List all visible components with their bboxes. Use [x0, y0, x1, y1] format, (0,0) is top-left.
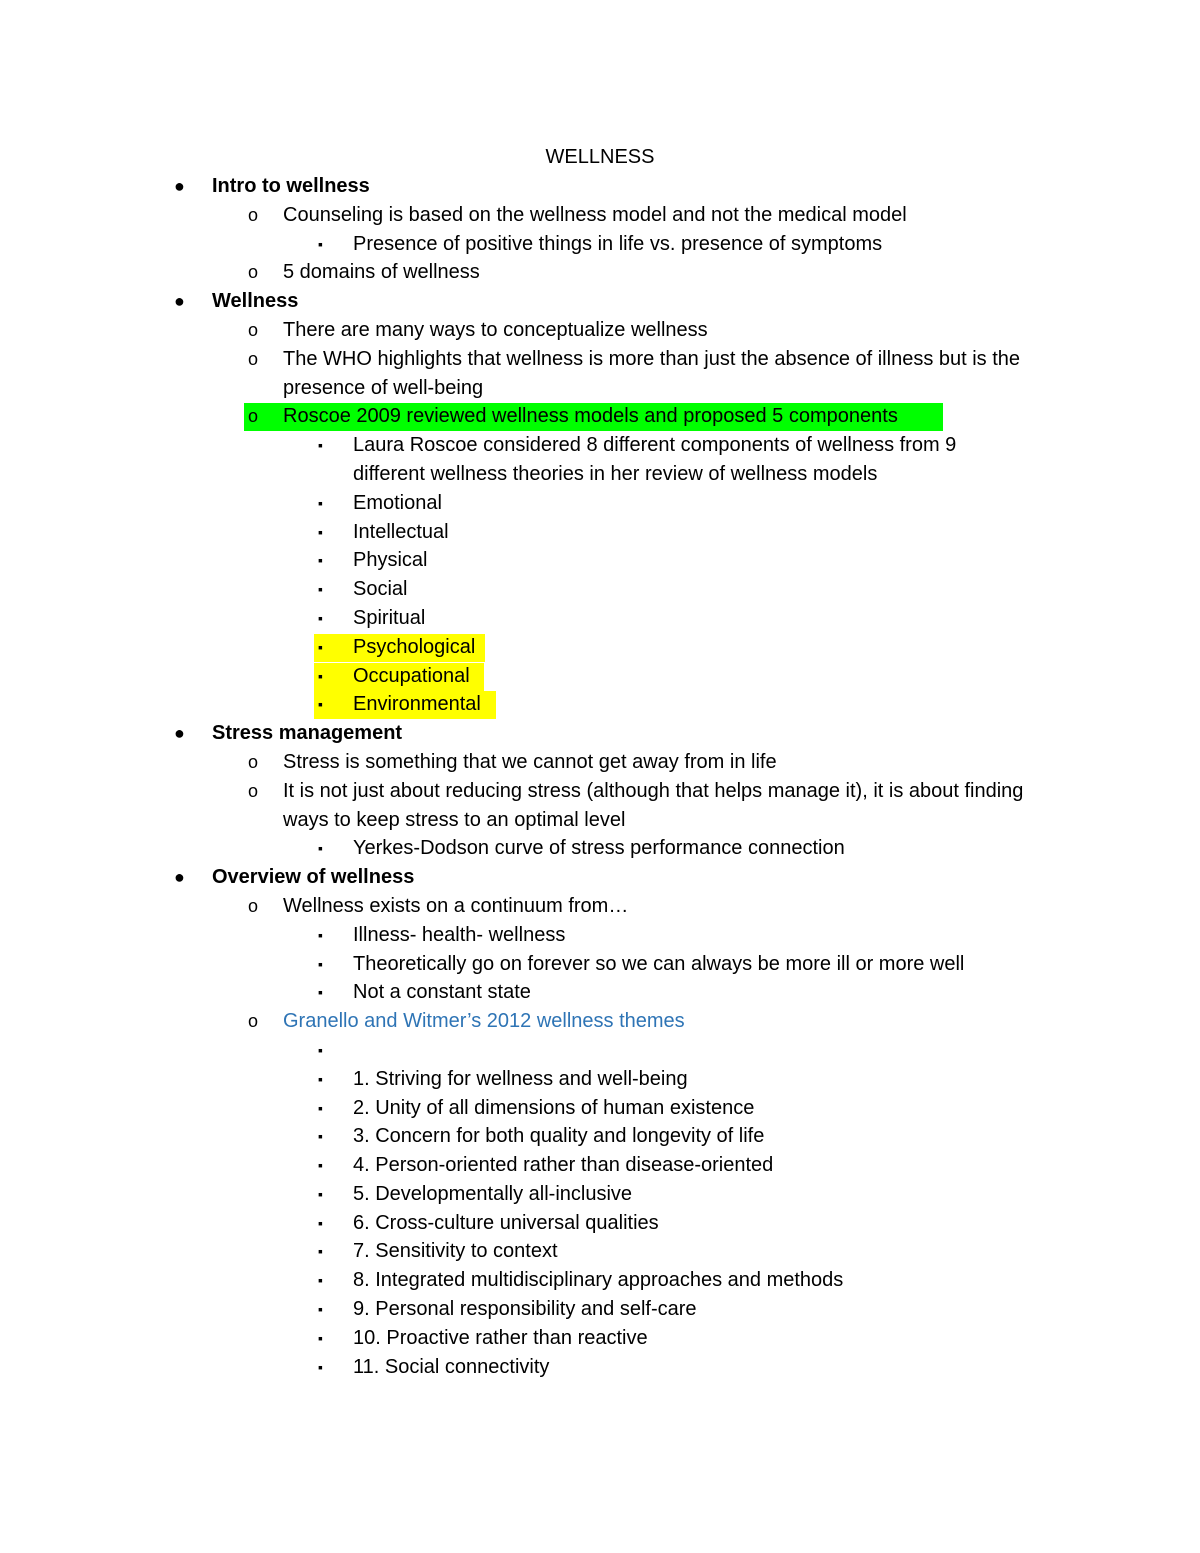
list-item	[0, 921, 1200, 950]
list-item	[0, 546, 1200, 575]
bullet-icon: ▪	[318, 1099, 323, 1116]
list-item-text: Wellness exists on a continuum from…	[283, 894, 629, 917]
list-item-text: 10. Proactive rather than reactive	[353, 1326, 648, 1349]
list-item	[0, 201, 1200, 230]
bullet-icon: ▪	[318, 1329, 323, 1346]
list-item-text: Theoretically go on forever so we can always be more ill or more well	[353, 952, 965, 975]
bullet-icon: o	[248, 348, 259, 369]
bullet-icon: ▪	[318, 1243, 323, 1260]
bullet-icon: ▪	[318, 1041, 323, 1058]
bullet-icon: ●	[174, 291, 185, 312]
bullet-icon: ▪	[318, 1070, 323, 1087]
list-item	[0, 834, 1200, 863]
bullet-icon: o	[248, 1011, 259, 1032]
list-item	[0, 230, 1200, 259]
list-item	[0, 1151, 1200, 1180]
list-item-text: 2. Unity of all dimensions of human existence	[353, 1096, 755, 1119]
list-item-text: Spiritual	[353, 606, 426, 629]
bullet-icon: ▪	[318, 581, 323, 598]
list-item-text: Wellness	[212, 290, 299, 313]
list-item-text: 5 domains of wellness	[283, 261, 480, 284]
list-item	[0, 518, 1200, 547]
bullet-icon: ●	[174, 867, 185, 888]
list-item-text: Intro to wellness	[212, 175, 370, 197]
bullet-icon: ▪	[318, 955, 323, 972]
list-item-text: Not a constant state	[353, 981, 531, 1004]
list-item-text: There are many ways to conceptualize wellness	[283, 318, 708, 341]
list-item	[0, 1065, 1200, 1094]
list-item-highlighted	[0, 662, 1200, 691]
outline-list	[0, 172, 1200, 1381]
list-item	[0, 1180, 1200, 1209]
list-item-text: Stress is something that we cannot get away from in life	[283, 750, 777, 773]
bullet-icon: ▪	[318, 1157, 323, 1174]
bullet-icon: ▪	[318, 667, 323, 684]
list-item-text: It is not just about reducing stress (although that helps manage it), it is about finding ways to keep stress to an optimal level	[283, 779, 1024, 831]
bullet-icon: ▪	[318, 926, 323, 943]
list-item	[0, 719, 1200, 748]
list-item-text: 11. Social connectivity	[353, 1355, 550, 1378]
bullet-icon: ▪	[318, 638, 323, 655]
bullet-icon: o	[248, 780, 259, 801]
list-item-text: Yerkes-Dodson curve of stress performance connection	[353, 837, 845, 860]
list-item-text: 6. Cross-culture universal qualities	[353, 1211, 659, 1234]
bullet-icon: o	[248, 751, 259, 772]
list-item-text: 7. Sensitivity to context	[353, 1240, 558, 1263]
list-item-text: Occupational	[353, 664, 470, 687]
list-item-text: Presence of positive things in life vs. presence of symptoms	[353, 232, 883, 255]
list-item-text: 1. Striving for wellness and well-being	[353, 1067, 688, 1090]
bullet-icon: ▪	[318, 1272, 323, 1289]
list-item-text: Emotional	[353, 491, 442, 514]
list-item-text: 9. Personal responsibility and self-care	[353, 1298, 697, 1321]
list-item-highlighted	[0, 690, 1200, 719]
list-item	[0, 1094, 1200, 1123]
list-item	[0, 1007, 1200, 1036]
list-item	[0, 892, 1200, 921]
list-item	[0, 316, 1200, 345]
list-item	[0, 748, 1200, 777]
list-item	[0, 1237, 1200, 1266]
list-item	[0, 345, 1200, 403]
bullet-icon: ▪	[318, 609, 323, 626]
bullet-icon: ▪	[318, 1301, 323, 1318]
list-item-text: 8. Integrated multidisciplinary approaches and methods	[353, 1269, 844, 1292]
list-item	[0, 1122, 1200, 1151]
list-item-text: 3. Concern for both quality and longevity of life	[353, 1125, 765, 1148]
list-item	[0, 431, 1200, 489]
bullet-icon: ▪	[318, 437, 323, 454]
bullet-icon: ▪	[318, 696, 323, 713]
list-item-text: 5. Developmentally all-inclusive	[353, 1182, 633, 1205]
list-item	[0, 978, 1200, 1007]
bullet-icon: o	[248, 262, 259, 283]
list-item-text: Stress management	[212, 722, 403, 745]
list-item	[0, 172, 1200, 201]
bullet-icon: ▪	[318, 1214, 323, 1231]
list-item	[0, 287, 1200, 316]
bullet-icon: ▪	[318, 1128, 323, 1145]
bullet-icon: o	[248, 204, 259, 225]
bullet-icon: ▪	[318, 523, 323, 540]
list-item-text: The WHO highlights that wellness is more than just the absence of illness but is the presence of well-being	[283, 347, 1021, 399]
list-item	[0, 950, 1200, 979]
bullet-icon: ▪	[318, 552, 323, 569]
list-item-text-blue: Granello and Witmer’s 2012 wellness themes	[283, 1010, 685, 1033]
list-item	[0, 489, 1200, 518]
bullet-icon: ●	[174, 723, 185, 744]
list-item-text: Roscoe 2009 reviewed wellness models and proposed 5 components	[283, 405, 898, 428]
list-item-text: Psychological	[353, 635, 476, 658]
list-item	[0, 777, 1200, 835]
list-item-text: Intellectual	[353, 520, 449, 543]
list-item-text: Laura Roscoe considered 8 different components of wellness from 9 different wellness theories in her review of wellness models	[353, 434, 957, 485]
list-item	[0, 604, 1200, 633]
bullet-icon: ▪	[318, 840, 323, 857]
bullet-icon: o	[248, 406, 259, 427]
list-item	[0, 575, 1200, 604]
list-item	[0, 1353, 1200, 1382]
list-item-text: Environmental	[353, 693, 481, 716]
bullet-icon: ▪	[318, 494, 323, 511]
list-item-highlighted	[0, 633, 1200, 662]
bullet-icon: o	[248, 895, 259, 916]
list-item-text: Physical	[353, 549, 428, 572]
list-item	[0, 1324, 1200, 1353]
bullet-icon: ▪	[318, 1185, 323, 1202]
list-item	[0, 1036, 1200, 1065]
list-item	[0, 1209, 1200, 1238]
list-item	[0, 1295, 1200, 1324]
list-item	[0, 863, 1200, 892]
list-item-text: Overview of wellness	[212, 866, 415, 889]
list-item-text: Social	[353, 578, 408, 601]
bullet-icon: o	[248, 319, 259, 340]
list-item-text: Counseling is based on the wellness model and not the medical model	[283, 203, 907, 226]
list-item-text: Illness- health- wellness	[353, 923, 566, 946]
bullet-icon: ▪	[318, 235, 323, 252]
list-item	[0, 1266, 1200, 1295]
list-item-highlighted	[0, 402, 1200, 431]
list-item	[0, 258, 1200, 287]
bullet-icon: ●	[174, 176, 185, 196]
list-item-text: 4. Person-oriented rather than disease-oriented	[353, 1154, 774, 1177]
bullet-icon: ▪	[318, 984, 323, 1001]
document-title: WELLNESS	[545, 146, 655, 168]
bullet-icon: ▪	[318, 1358, 323, 1375]
